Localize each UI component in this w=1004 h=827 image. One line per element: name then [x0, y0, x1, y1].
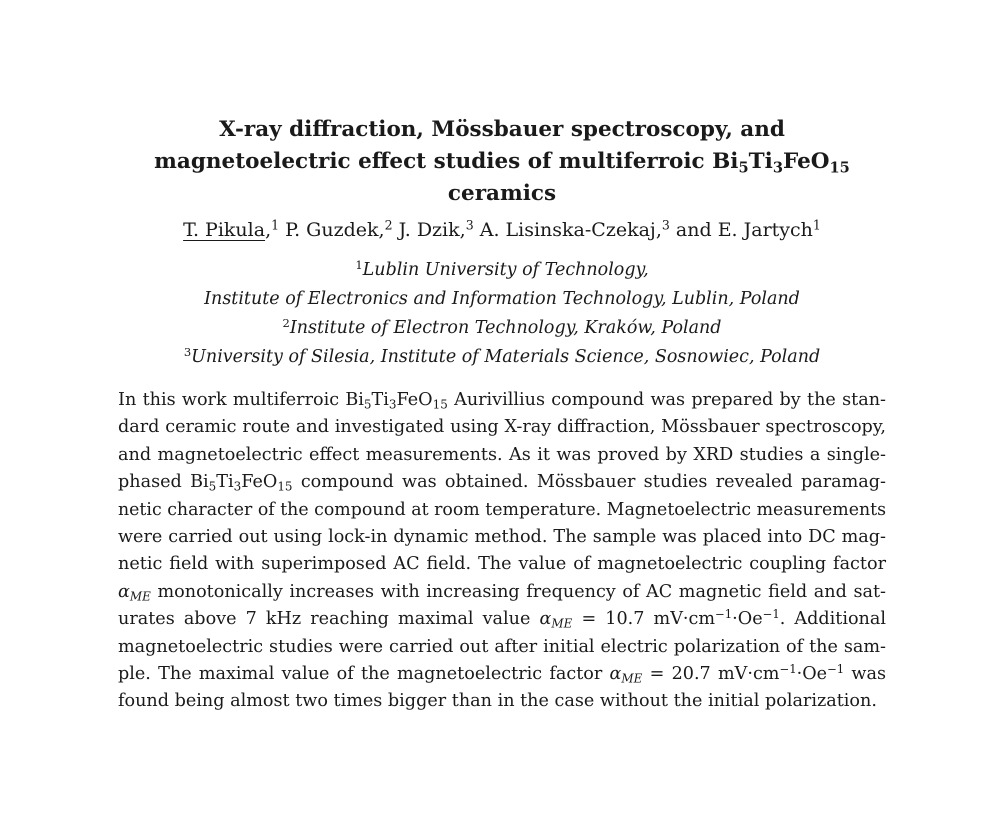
- affiliation-mark: 1: [812, 217, 821, 233]
- affiliation-mark: 3: [465, 217, 474, 233]
- author-name: T. Pikula: [183, 219, 266, 241]
- author-name: J. Dzik: [398, 219, 460, 241]
- subscript: 3: [772, 159, 783, 177]
- abstract-line: urates above 7 kHz reaching maximal value $\alpha_{ME} = 10.7$ $mV\cdot cm^{-1}\cdot Oe^{-1}$. Additional: [118, 607, 887, 631]
- abstract-line: $\alpha_{ME}$ monotonically increases with increasing frequency of AC magnetic field and sat-: [118, 581, 886, 604]
- abstract-line: were carried out using lock-in dynamic method. The sample was placed into DC mag-: [118, 526, 886, 547]
- affiliations: [118, 256, 886, 372]
- abstract: [118, 387, 886, 716]
- affiliation-mark: 1: [271, 217, 280, 233]
- separator: ,: [655, 219, 662, 241]
- abstract-line: ple. The maximal value of the magnetoelectric factor $\alpha_{ME} = 20.7$ $mV\cdot cm^{-1}\cdot Oe^{-1}$ was: [118, 662, 886, 686]
- title-line-1: X-ray diffraction, Mössbauer spectroscopy, and: [219, 117, 785, 142]
- affiliation-text: Lublin University of Technology,: [362, 260, 649, 280]
- affiliation-number: 3: [183, 345, 192, 360]
- author-name: P. Guzdek: [285, 219, 379, 241]
- affiliation-mark: 3: [661, 217, 670, 233]
- affiliation-text: Institute of Electron Technology, Kraków, Poland: [289, 318, 722, 338]
- conjunction: and: [675, 219, 712, 241]
- title-line-2: [118, 146, 886, 178]
- abstract-line: In this work multiferroic $Bi_5Ti_3FeO_{15}$ Aurivillius compound was prepared by the stan-: [118, 390, 886, 412]
- abstract-line: magnetoelectric studies were carried out after initial electric polarization of the sam-: [118, 636, 886, 657]
- subscript: 15: [829, 159, 850, 177]
- affiliation-number: 1: [355, 258, 363, 273]
- separator: ,: [378, 219, 385, 241]
- affiliation-text: University of Silesia, Institute of Materials Science, Sosnowiec, Poland: [191, 347, 821, 367]
- abstract-line: netic field with superimposed AC field. The value of magnetoelectric coupling factor: [118, 554, 886, 575]
- affiliation-mark: 2: [384, 217, 393, 233]
- title-line-3: ceramics: [447, 181, 557, 206]
- affiliation-3: [118, 343, 886, 372]
- separator: ,: [459, 219, 466, 241]
- author-name: A. Lisinska-Czekaj: [479, 219, 656, 241]
- abstract-line: found being almost two times bigger than in the case without the initial polarization.: [118, 691, 877, 712]
- paper-title: [118, 114, 886, 210]
- subscript: 5: [738, 159, 749, 177]
- title-text: magnetoelectric effect studies of multiferroic Bi: [154, 149, 739, 174]
- affiliation-number: 2: [282, 316, 290, 331]
- abstract-line: phased $Bi_5Ti_3FeO_{15}$ compound was obtained. Mössbauer studies revealed paramag-: [118, 472, 886, 494]
- affiliation-1: [118, 256, 886, 285]
- affiliation-2: [118, 314, 886, 343]
- affiliation-1-cont: Institute of Electronics and Information Technology, Lublin, Poland: [204, 289, 800, 309]
- author-list: [118, 216, 886, 244]
- abstract-line: netic character of the compound at room temperature. Magnetoelectric measurements: [118, 499, 886, 520]
- title-text: Ti: [748, 149, 773, 174]
- abstract-line: and magnetoelectric effect measurements. As it was proved by XRD studies a single-: [118, 444, 886, 465]
- title-text: FeO: [782, 149, 830, 174]
- separator: ,: [265, 219, 272, 241]
- abstract-line: dard ceramic route and investigated using X-ray diffraction, Mössbauer spectroscopy,: [118, 417, 886, 438]
- author-name: E. Jartych: [717, 219, 813, 241]
